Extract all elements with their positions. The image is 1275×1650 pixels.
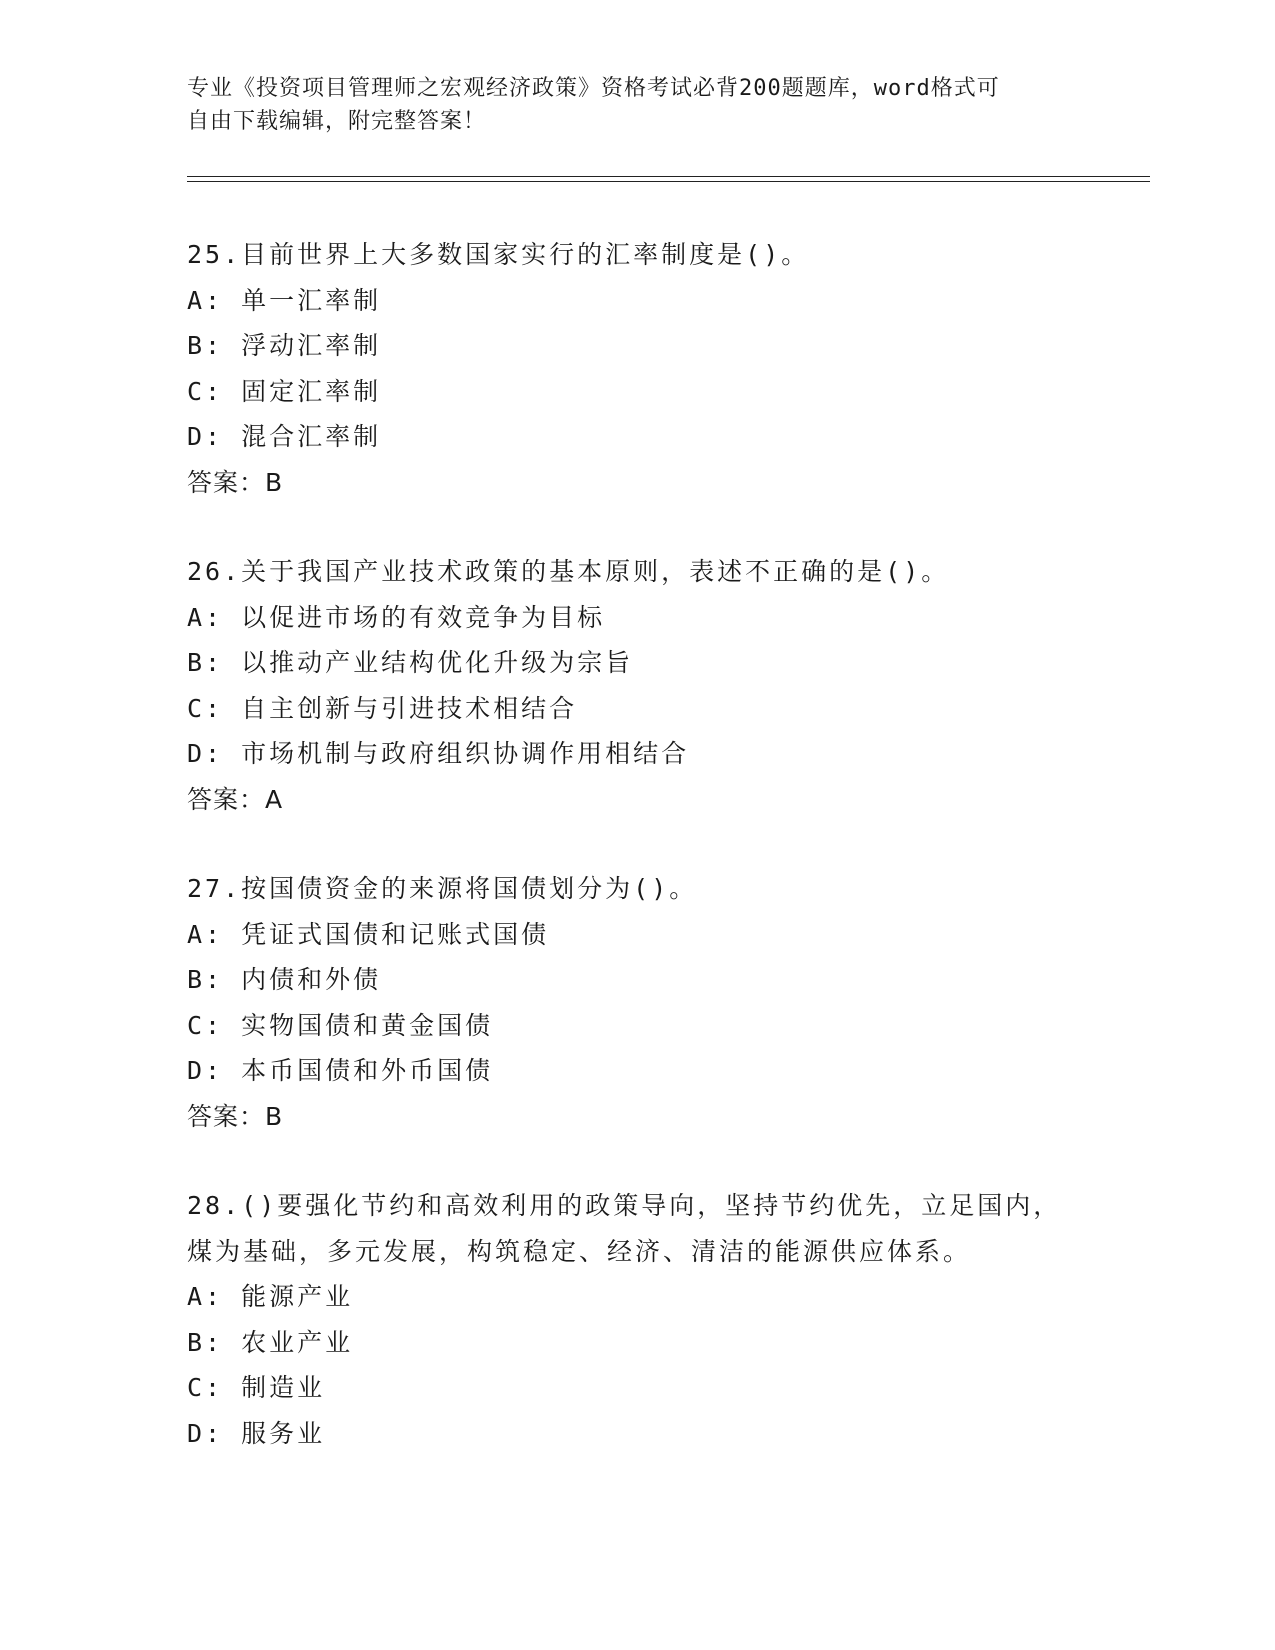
header-line-1: 专业《投资项目管理师之宏观经济政策》资格考试必背200题题库，word格式可 xyxy=(187,76,1000,101)
question-stem-line-2: 煤为基础，多元发展，构筑稳定、经济、清洁的能源供应体系。 xyxy=(187,1236,972,1266)
option-a: A: 以促进市场的有效竞争为目标 xyxy=(187,602,606,632)
question-stem: 27.按国债资金的来源将国债划分为()。 xyxy=(187,874,698,903)
option-a: A: 能源产业 xyxy=(187,1282,354,1311)
question-26 xyxy=(187,549,1087,822)
option-b: B: 浮动汇率制 xyxy=(187,331,382,360)
option-c: C: 固定汇率制 xyxy=(187,376,382,406)
question-28 xyxy=(187,1183,1087,1456)
option-c: C: 制造业 xyxy=(187,1373,326,1402)
answer: 答案：B xyxy=(187,467,284,497)
answer: 答案：A xyxy=(187,784,284,814)
question-stem: 26.关于我国产业技术政策的基本原则，表述不正确的是()。 xyxy=(187,557,950,586)
question-27 xyxy=(187,866,1087,1139)
question-stem-line-1: 28.()要强化节约和高效利用的政策导向，坚持节约优先，立足国内， xyxy=(187,1191,1062,1220)
answer: 答案：B xyxy=(187,1101,284,1131)
question-25 xyxy=(187,232,1087,505)
option-d: D: 本币国债和外币国债 xyxy=(187,1056,494,1085)
option-d: D: 混合汇率制 xyxy=(187,422,382,451)
option-c: C: 自主创新与引进技术相结合 xyxy=(187,693,578,723)
header-divider xyxy=(187,176,1150,182)
option-d: D: 服务业 xyxy=(187,1418,326,1448)
option-b: B: 内债和外债 xyxy=(187,965,382,994)
option-a: A: 单一汇率制 xyxy=(187,285,382,315)
option-c: C: 实物国债和黄金国债 xyxy=(187,1010,494,1040)
question-stem: 25.目前世界上大多数国家实行的汇率制度是()。 xyxy=(187,240,810,269)
question-list xyxy=(187,232,1087,1500)
header-line-2: 自由下载编辑，附完整答案！ xyxy=(187,109,487,134)
option-b: B: 以推动产业结构优化升级为宗旨 xyxy=(187,648,634,677)
option-d: D: 市场机制与政府组织协调作用相结合 xyxy=(187,739,690,768)
option-b: B: 农业产业 xyxy=(187,1327,354,1357)
option-a: A: 凭证式国债和记账式国债 xyxy=(187,919,550,949)
document-header xyxy=(187,72,1067,138)
